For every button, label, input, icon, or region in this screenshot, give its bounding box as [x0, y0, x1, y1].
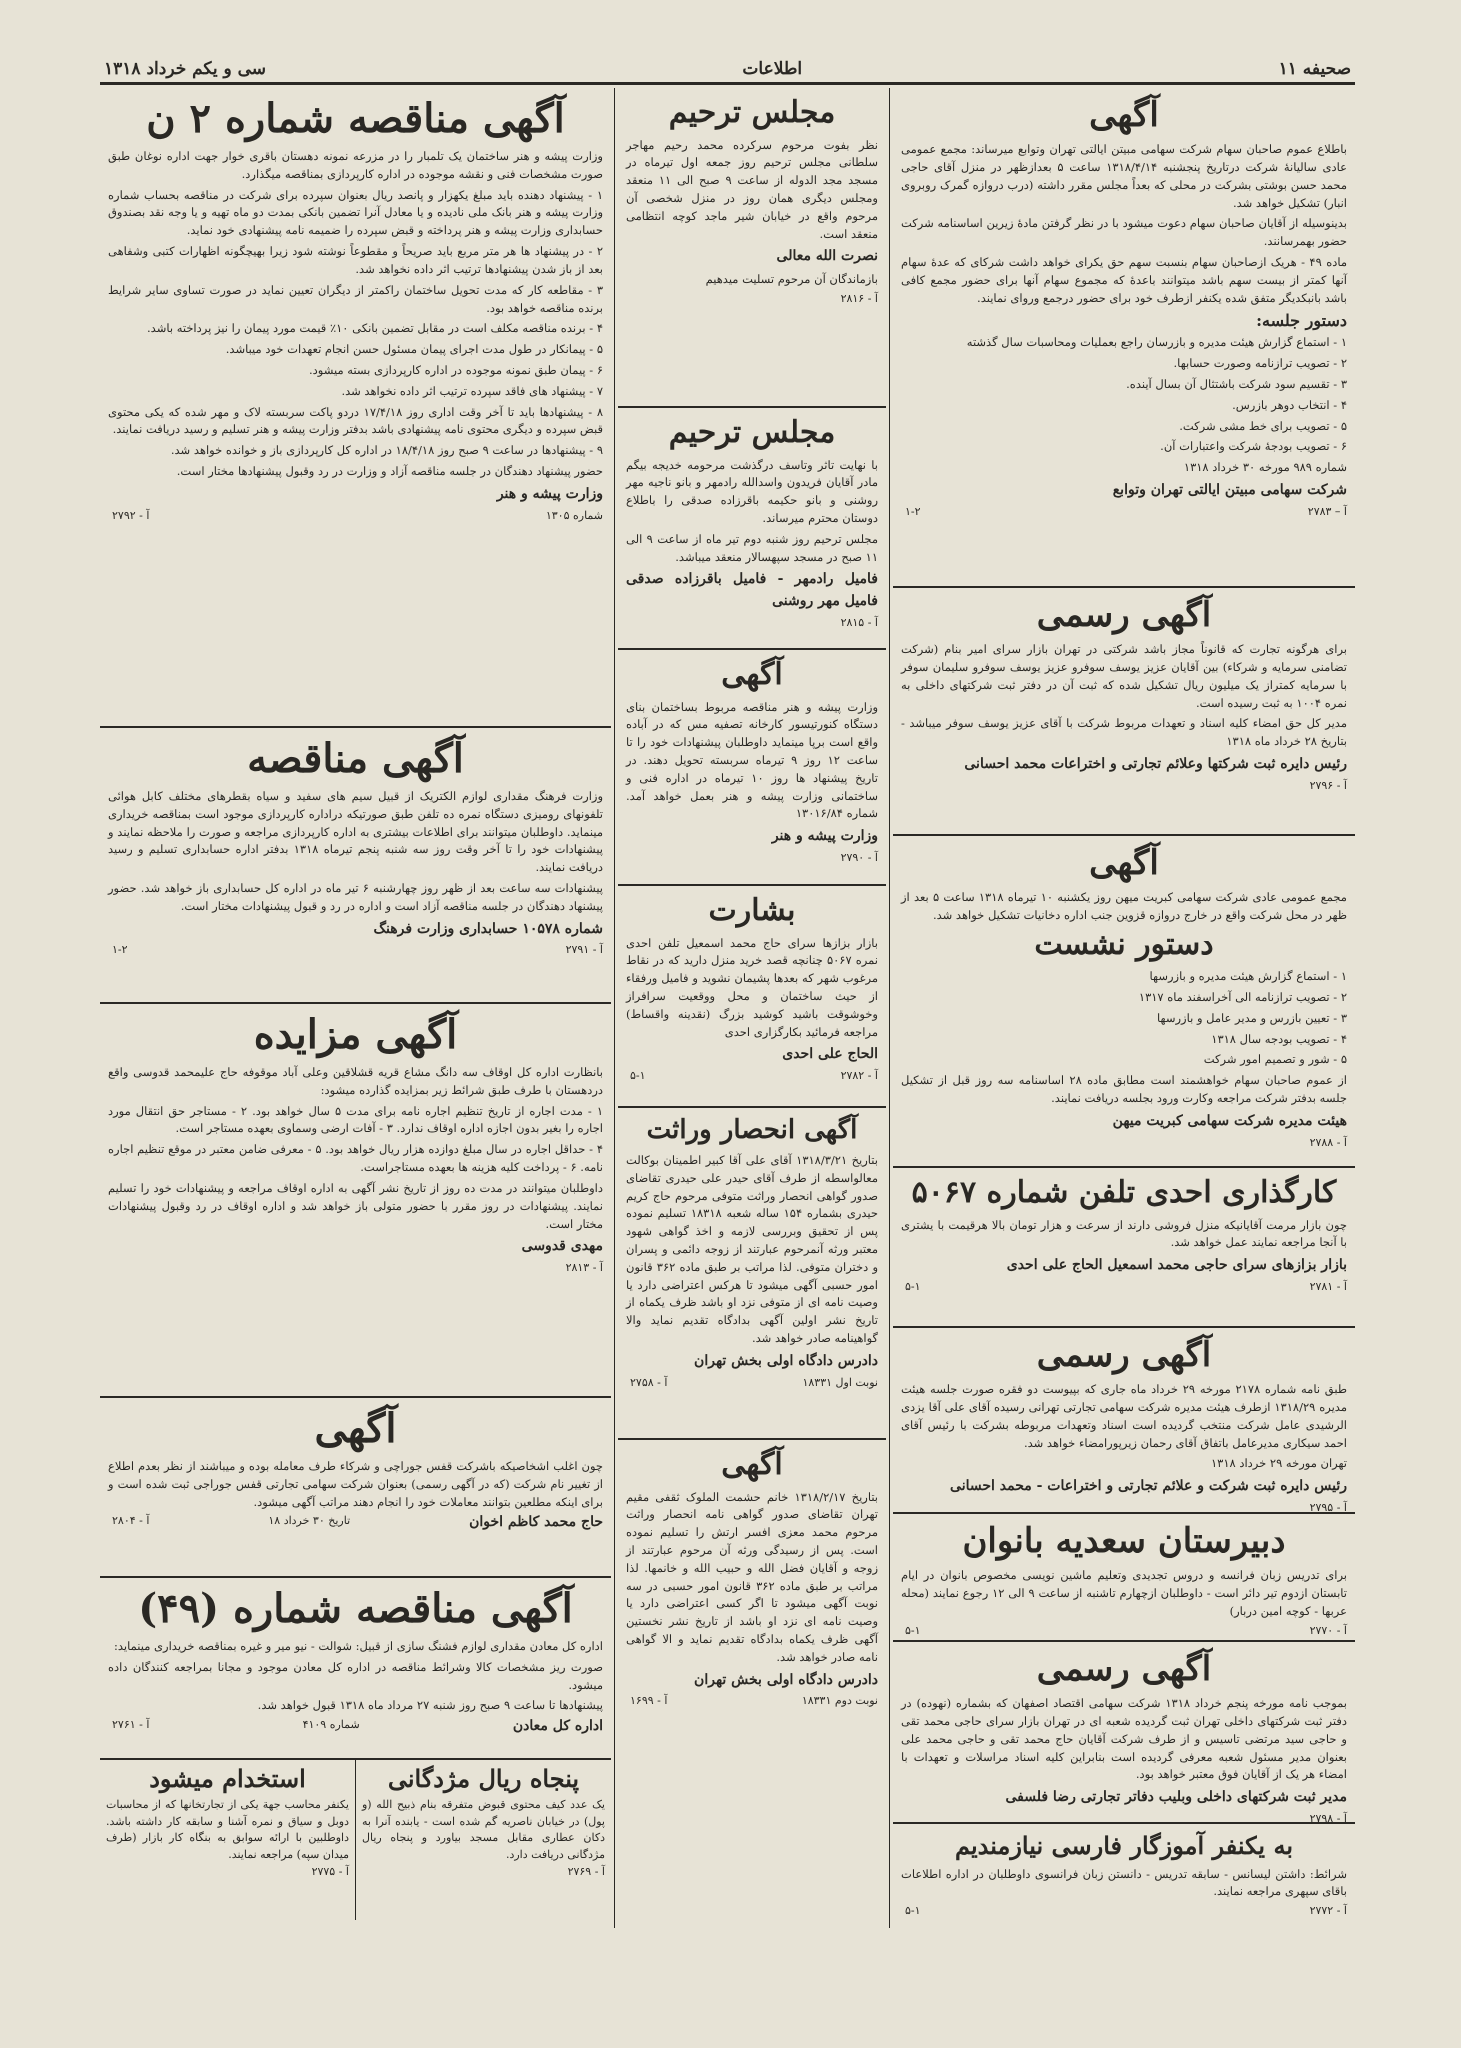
ad-title: آگهی رسمی	[1036, 1335, 1212, 1375]
ad-ref-number: آ - ۲۷۹۱	[565, 943, 603, 957]
ad-signature: فامیل رادمهر - فامیل باقرزاده صدقی فامیل مهر روشنی	[626, 571, 878, 610]
ad-reference	[626, 1694, 878, 1707]
ad-signature: مهدی قدوسی	[521, 1238, 603, 1255]
ad-title: دبیرستان سعدیه بانوان	[962, 1521, 1286, 1561]
ad-reference	[108, 1261, 603, 1274]
ad-title: آگهی رسمی	[1036, 595, 1212, 635]
ad-ref-number: آ - ۲۸۱۶	[840, 291, 878, 305]
newspaper-name: اطلاعات	[742, 59, 803, 79]
ad-hiring	[100, 1760, 356, 1920]
ad-girls-school	[893, 1514, 1355, 1642]
ad-paragraph: مدیر کل حق امضاء کلیه اسناد و تعهدات مربوط شرکت با آقای عزیز یوسف سوفر میباشد - بتاریخ ۲۸ خرداد ماه ۱۳۱۸	[901, 716, 1347, 749]
ad-ref-count: ۱-۲	[905, 504, 921, 518]
ad-ref-number: آ - ۲۷۷۵	[311, 1865, 349, 1878]
right-column	[893, 88, 1355, 1920]
ad-reference	[901, 779, 1347, 792]
ad-memorial-1	[618, 88, 886, 408]
ad-match-company-meeting	[893, 836, 1355, 1168]
ad-official-notice-3	[893, 1642, 1355, 1824]
ad-paragraph: صورت ریز مشخصات کالا وشرائط مناقصه در اداره کل معادن موجود و مجانا بمراجعه کنندگان داده میشود.	[108, 1659, 603, 1692]
ad-ref-count: ۵-۱	[630, 1069, 646, 1083]
ad-reference	[108, 1514, 603, 1530]
ad-paragraph: برای تدریس زبان فرانسه و دروس تجدیدی وتعلیم ماشین نویسی مخصوص بانوان در ایام تابستان ازدوم تیر دائر است - داوطلبان ازچهارم تاشنبه از ساعت ۹ الی ۱۲ رجوع نمایند (محله عربها - کوچه امین دربار)	[901, 1568, 1347, 1618]
ad-ref-number: آ – ۲۷۸۳	[1307, 504, 1347, 518]
ad-signature: دادرس دادگاه اولی بخش تهران	[694, 1352, 878, 1369]
ad-signature: الحاج علی احدی	[782, 1046, 878, 1063]
ad-signature: نصرت الله معالی	[776, 248, 878, 265]
ad-paragraph: طبق نامه شماره ۲۱۷۸ مورخه ۲۹ خرداد ماه جاری که بپیوست دو فقره صورت جلسه هیئت مدیره ۱۳۱۸/۲۹ ازطرف هیئت مدیره شرکت سهامی تجارتی تهرانی رسیده آقای علی آقا یزدی الرشیدی عامل شرکت منتخب گردیده است اسناد وتعهدات مربوطه بشرکت با رئیس آقای احمد سیکاری مدیرعامل باتفاق آقای رحمان زیرپورامضاء خواهد شد.	[901, 1382, 1347, 1450]
ad-tender-49	[100, 1578, 611, 1760]
ad-title: مجلس ترحیم	[668, 415, 836, 450]
ad-signature: دادرس دادگاه اولی بخش تهران	[694, 1671, 878, 1688]
ad-paragraph: برای هرگونه تجارت که قانوناً مجاز باشد شرکتی در تهران بازار سرای امیر بنام (شرکت تضامنی سرمایه و شرکاء) بین آقایان عزیز یوسف سوفرو عزیز یوسف سوفرو سلیمان سوفر با سرمایه کمتراز یک میلیون ریال تشکیل شده که ثبت آن در دفتر ثبت شرکتهای داخلی به نمره ۱۰۰۴ به ثبت رسیده است.	[901, 642, 1347, 710]
ad-title: بشارت	[708, 893, 796, 928]
ad-ref-number: شماره ۴۱۰۹	[302, 1718, 360, 1732]
ad-company-notice	[100, 1398, 611, 1578]
ad-paragraph: بدینوسیله از آقایان صاحبان سهام دعوت میشود با در نظر گرفتن مادهٔ زیرین اساسنامه شرکت حضور بهمرسانند.	[901, 216, 1347, 249]
ad-paragraph: وزارت فرهنگ مقداری لوازم الکتریک از قبیل سیم های سفید و سیاه بقطرهای مختلف کابل هوائی تلفونهای رومیزی دستگاه نمره ده تلفن طبق صورتیکه دراداره کارپردازی موجود است بمناقصه خریداری مینماید. داوطلبان میتوانند برای اطلاعات بیشتری به اداره کارپردازی مراجعه و صورت را ملاحظه نمایند و پیشنهادات خود را تا آخر وقت روز سه شنبه پنجم تیرماه ۱۳۱۸ بدفتر اداره حسابداری تسلیم و رسید دریافت نمایند.	[108, 789, 603, 875]
ad-inheritance	[618, 1108, 886, 1440]
ad-inheritance-2	[618, 1440, 886, 1910]
agenda-item: ۲ - تصویب ترازنامه الی آخراسفند ماه ۱۳۱۷	[1138, 990, 1347, 1005]
ad-title: آگهی مناقصه	[247, 735, 464, 782]
ad-paragraph: ۳ - مقاطعه کار که مدت تحویل ساختمان راکمتر از دیگران تعیین نماید در صورت تساوی سایر شرایط برنده مناقصه خواهد بود.	[108, 282, 603, 315]
ad-paragraph: یک عدد کیف محتوی قبوض متفرقه بنام ذبیح الله (و پول) در خیابان ناصریه گم شده است - یابنده آنرا به دکان عطاری مقابل مسجد بیاورد و پنجاه ریال مژدگانی دریافت دارد.	[362, 1798, 605, 1861]
ad-title: آگهی مناقصه شماره ۲ ن	[146, 95, 565, 142]
ad-shareholders-meeting	[893, 88, 1355, 588]
ad-tender-culture	[100, 728, 611, 1004]
agenda-list	[901, 334, 1347, 456]
column-divider	[614, 88, 615, 1928]
ad-ref-number: آ - ۲۷۶۹	[567, 1865, 605, 1878]
ad-official-notice-1	[893, 588, 1355, 836]
agenda-list	[901, 968, 1347, 1069]
ad-paragraph: یکنفر محاسب جهة یکی از تجارتخانها که از محاسبات دوبل و سیاق و نمره آشنا و سابقه کار داشته باشد. داوطلبین با ارائه سوابق به بنگاه کار بازار (طرف میدان سپه) مراجعه نمایند.	[106, 1798, 349, 1861]
ad-date: تهران مورخه ۲۹ خرداد ۱۳۱۸	[1210, 1456, 1347, 1471]
ad-ref-number: آ - ۲۷۹۶	[1309, 778, 1347, 792]
agenda-heading: دستور جلسه:	[1256, 311, 1347, 331]
ad-paragraph: بازار بزازها سرای حاج محمد اسمعیل تلفن احدی نمره ۵۰۶۷ چنانچه قصد خرید منزل دارید که در نقاط مرغوب شهر که بعدها پشیمان نشوید و فامیل ورفقاء از حیث ساختمان و محل ووقعیت سرافراز وخوشوقت باشید کوشید بزرگ (نقدینه واقساط) مراجعه فرمائید بکارگزاری احدی	[626, 935, 878, 1039]
ad-title: آگهی	[1089, 843, 1159, 883]
ad-signature: رئیس دایره ثبت شرکت و علائم تجارتی و اختراعات - محمد احسانی	[950, 1478, 1347, 1495]
ad-title: آگهی مناقصه شماره (۴۹)	[138, 1585, 573, 1632]
ad-industry-ministry	[618, 650, 886, 886]
ad-title: استخدام میشود	[149, 1764, 306, 1793]
ad-ref-number: نوبت دوم ۱۸۳۳۱	[801, 1694, 878, 1708]
ad-signature: حاج محمد کاظم اخوان	[469, 1514, 603, 1531]
ad-signature: رئیس دایره ثبت شرکتها وعلائم تجارتی و اختراعات محمد احسانی	[964, 755, 1347, 772]
left-column	[100, 88, 611, 1920]
ad-paragraph: داوطلبان میتوانند در مدت ده روز از تاریخ نشر آگهی به اداره اوقاف مراجعه و پیشنهادات خود را تسلیم نمایند. پیشنهادات در روز مقرر با حضور متولی باز خواهد شد و اداره اوقاف در رد وقبول پیشنهادات مختار است.	[108, 1180, 603, 1231]
ad-ref-number: آ - ۲۸۱۵	[840, 615, 878, 629]
ad-auction	[100, 1004, 611, 1398]
ad-paragraph: باطلاع عموم صاحبان سهام شرکت سهامی مبیتن ایالتی تهران وتوابع میرساند: مجمع عمومی عادی سالیانهٔ شرکت درتاریخ پنجشنبه ۱۳۱۸/۴/۱۴ ساعت ۵ بعدازظهر در منزل آقای حاجی محمد حسن بوشتی بشرکت در محلی که بعداً مجلس مقرر داشته (درب دروازه گمرک روبروی انبار) تشکیل خواهد شد.	[901, 142, 1347, 210]
ad-reference	[901, 1280, 1347, 1293]
column-divider	[889, 88, 890, 1928]
ad-ref-number: نوبت اول ۱۸۳۳۱	[802, 1375, 878, 1389]
ad-paragraph: چون بازار مرمت آقایانیکه منزل فروشی دارند از سرعت و هزار تومان بالا هرقیمت با یشتری با آنجا مراجعه نمایند عمل خواهد شد.	[901, 1217, 1347, 1250]
ad-reference	[626, 1376, 878, 1389]
ad-reference	[901, 1812, 1347, 1824]
ad-paragraph: اداره کل معادن مقداری لوازم فشنگ سازی از قبیل: شوالت - نیو میر و غیره بمناقصه خریداری مینماید:	[114, 1639, 603, 1653]
ad-paragraph: ۴ - حداقل اجاره در سال مبلغ دوازده هزار ریال خواهد بود. ۵ - معرفی ضامن معتبر در موقع تنظیم اجاره نامه. ۶ - پرداخت کلیه هزینه ها بعهده مستاجراست.	[108, 1142, 603, 1175]
agenda-item: ۱ - استماع گزارش هیئت مدیره و بازرسها	[1149, 969, 1347, 984]
ad-reference	[108, 943, 603, 956]
ad-title: آگهی انحصار وراثت	[646, 1115, 858, 1145]
ad-paragraph: پیشنهادات سه ساعت بعد از ظهر روز چهارشنبه ۶ تیر ماه در اداره کل حسابداری باز خواهد شد. حضور پیشنهاد دهندگان در جلسه مناقصه آزاد است و اداره در رد و قبول پیشنهادات مختار است.	[108, 881, 604, 913]
ad-paragraph: ۶ - پیمان طبق نمونه موجوده در اداره کارپردازی بسته میشود.	[309, 362, 603, 377]
ad-paragraph: ۴ - برنده مناقصه مکلف است در مقابل تضمین بانکی ۱۰٪ قیمت مورد پیمان را نیز پرداخته باشد.	[147, 321, 603, 336]
ad-signature: هیئت مدیره شرکت سهامی کبریت میهن	[1112, 1112, 1347, 1129]
ad-paragraph: وزارت پیشه و هنر مناقصه مربوط بساختمان بنای دستگاه کنورتیسور کارخانه تصفیه مس که در آباده واقع است برپا مینماید داوطلبان پیشنهادات خود را تا ساعت ۱۲ روز ۹ تیرماه سربسته تحویل دهند. در تاریخ پیشنهاد ها روز ۱۰ تیرماه در اداره فنی و ساختمانی وزارت پیشه و هنر بعمل خواهد آمد. شماره ۱۳۰۱۶/۸۴	[626, 699, 879, 821]
ad-title: کارگذاری احدی تلفن شماره ۵۰۶۷	[911, 1175, 1337, 1210]
ad-paragraph: نظر بفوت مرحوم سرکرده محمد رحیم مهاجر سلطانی مجلس ترحیم روز جمعه اول تیرماه در مسجد مجد الدوله از ساعت ۹ صبح الی ۱۱ منعقد ومجلس دیگری همان روز در منزل شخصی آن مرحوم واقع در خیابان شیر ماجد کوچه انتظامی منعقد است.	[626, 137, 878, 241]
agenda-item: ۳ - تقسیم سود شرکت باشتثال آن بسال آینده.	[1126, 377, 1347, 392]
ad-ref-number: آ - ۲۷۹۵	[1309, 1500, 1347, 1514]
ad-good-news	[618, 886, 886, 1108]
ad-reference	[901, 1136, 1347, 1149]
ad-reference	[901, 505, 1347, 518]
ad-title: آگهی	[721, 1447, 783, 1482]
ad-paragraph: ۵ - پیمانکار در طول مدت اجرای پیمان مسئول حسن انجام تعهدات خود میباشد.	[225, 342, 603, 357]
ad-reference	[626, 1069, 878, 1082]
ad-ref-number: آ - ۲۷۷۲	[1309, 1904, 1347, 1918]
ad-paragraph: چون اغلب اشخاصیکه باشرکت قفس جوراچی و شرکاء طرف معامله بوده و میباشند از نظر بعدم اطلاع از تغییر نام شرکت (که در آگهی رسمی) بعنوان شرکت سهامی تجارتی قفس جوراجی ثبت شده است و برای اینکه مطلعین بتوانند معاملات خود را انجام دهند مراتب آگهی میشود.	[108, 1459, 603, 1509]
agenda-item: ۴ - تصویب بودجه سال ۱۳۱۸	[1211, 1031, 1347, 1046]
ad-ref-number: آ - ۲۷۸۱	[1309, 1279, 1347, 1293]
agenda-item: ۶ - تصویب بودجهٔ شرکت واعتبارات آن.	[1160, 439, 1347, 454]
agenda-item: ۵ - تصویب برای خط مشی شرکت.	[1179, 418, 1347, 433]
ad-paragraph: ۱ - پیشنهاد دهنده باید مبلغ یکهزار و پانصد ریال بعنوان سپرده برای شرکت در مناقصه بحساب شماره وزارت پیشه و هنر بانک ملی نادیده و یا معادل آنرا تضمین بانکی بمدت دو ماه تهیه و یا وجه نقد بصندوق حسابداری وزارت پیشه و هنر پرداخته و قبض سپرده را ضمیمه نامه پیشنهادی خود نماید.	[108, 187, 603, 238]
ad-reference	[626, 616, 878, 629]
ad-signature: مدیر ثبت شرکتهای داخلی وبلیب دفاتر تجارتی رضا فلسفی	[1005, 1789, 1347, 1806]
ad-ref-number: آ - ۲۸۱۳	[565, 1261, 603, 1274]
ad-paragraph: بتاریخ ۱۳۱۸/۲/۱۷ خانم حشمت الملوک ثقفی مقیم تهران تقاضای صدور گواهی نامه انحصار وراثت مرحوم محمد معزی افسر ارتش را تسلیم نموده است. پس از رسیدگی ورثه آن مرحوم عبارتند از زوجه و آقایان فضل الله و حبیب الله و خانمها. لذا مراتب بر طبق ماده ۳۶۲ قانون امور حسبی در سه نوبت آگهی میشود تا اگر کسی اعتراضی دارد یا وصیت نامه ای نزد او باشد از تاریخ نشر نخستین آگهی ظرف یکماه بدادگاه تقدیم نماید و الا گواهی نامه صادر خواهد شد.	[626, 1489, 878, 1664]
ad-reference	[626, 851, 878, 864]
ad-title: آگهی	[314, 1405, 397, 1452]
ad-ref-number: آ - ۲۷۷۰	[1309, 1623, 1347, 1637]
ad-reference	[108, 509, 603, 522]
page-header	[100, 52, 1355, 85]
ad-ref-count: ۵-۱	[905, 1623, 921, 1637]
ad-ref-number: شماره ۱۳۰۵	[545, 508, 603, 522]
ad-paragraph: مجلس ترحیم روز شنبه دوم تیر ماه از ساعت ۹ الی ۱۱ صبح در مسجد سپهسالار منعقد میباشد.	[626, 531, 878, 564]
issue-date: سی و یکم خرداد ۱۳۱۸	[104, 59, 267, 79]
ad-memorial-2	[618, 408, 886, 650]
ad-ref-number: آ - ۲۷۹۰	[840, 850, 878, 864]
ad-ref-count: ۵-۱	[905, 1904, 921, 1918]
ad-paragraph: ماده ۴۹ - هریک ازصاحبان سهام بنسبت سهم حق یکرای خواهد داشت شرکای که عدهٔ سهام آنها کمتر از بیست سهم باشد میتوانند باعدهٔ که مجموع سهام آنها برای حضور مجمع کافی باشد بانبکدیگر متفق شده یکنفر ازطرف خود برای حضور درجمع وروای نمایند.	[901, 254, 1348, 305]
ad-signature: وزارت پیشه و هنر	[496, 485, 603, 502]
ad-title: به یکنفر آموزگار فارسی نیازمندیم	[954, 1831, 1294, 1860]
ad-ref-number: آ - ۲۷۸۲	[840, 1069, 878, 1083]
ad-paragraph: ۹ - پیشنهادها در ساعت ۹ صبح روز ۱۸/۴/۱۸ در اداره کل کارپردازی باز و خوانده خواهد شد.	[170, 443, 603, 458]
ad-ref-count: آ - ۲۷۹۲	[112, 508, 150, 522]
ad-paragraph: شرائط: داشتن لیسانس - سابقه تدریس - دانستن زبان فرانسوی داوطلبان در اداره اطلاعات باقای سپهری مراجعه نمایند.	[901, 1866, 1347, 1899]
ad-signature: شماره ۱۰۵۷۸ حسابداری وزارت فرهنگ	[373, 920, 603, 937]
ad-paragraph: ۱ - مدت اجاره از تاریخ تنظیم اجاره نامه برای مدت ۵ سال خواهد بود. ۲ - مستاجر حق انتقال مورد اجاره را بغیر بدون اجازه اداره اوقاف ندارد. ۳ - آفات ارضی وسماوی بعهده مستاجر است.	[108, 1103, 603, 1136]
ad-official-notice-2	[893, 1328, 1355, 1514]
ad-reward	[356, 1760, 611, 1920]
ad-paragraph: ۷ - پیشنهاد های فاقد سپرده ترتیب اثر داده نخواهد شد.	[341, 383, 603, 398]
ad-signature: بازار بزازهای سرای حاجی محمد اسمعیل الحاج علی احدی	[1006, 1257, 1347, 1274]
ad-ref-number: آ - ۲۸۰۴	[112, 1514, 150, 1528]
ad-paragraph: بازماندگان آن مرحوم تسلیت میدهیم	[705, 272, 878, 287]
ad-title: آگهی	[1089, 95, 1159, 135]
ad-ref-count: آ - ۲۷۶۱	[112, 1718, 150, 1732]
ad-paragraph: مجمع عمومی عادی شرکت سهامی کبریت میهن روز یکشنبه ۱۰ تیرماه ۱۳۱۸ ساعت ۵ بعد از ظهر در محل شرکت واقع در خارج دروازه قزوین جنب اداره دخانیات تشکیل خواهد شد.	[901, 890, 1347, 922]
agenda-item: ۱ - استماع گزارش هیئت مدیره و بازرسان راجع بعملیات ومحاسبات سال گذشته	[966, 335, 1347, 350]
ad-paragraph: از عموم صاحبان سهام خواهشمند است مطابق ماده ۲۸ اساسنامه سه روز قبل از تشکیل جلسه بدفتر شرکت مراجعه وکارت ورود بجلسه دریافت نمایند.	[901, 1073, 1347, 1106]
ad-reference	[626, 292, 878, 305]
ad-ref-count: ۵-۱	[905, 1279, 921, 1293]
ad-ref-number: آ - ۲۷۹۸	[1309, 1811, 1347, 1824]
middle-column	[618, 88, 886, 1910]
ad-reference	[901, 1624, 1347, 1637]
ad-paragraph: وزارت پیشه و هنر ساختمان یک تلمبار را در مزرعه نمونه دهستان باقری خوار جهت اداره نوغان طبق صورت مشخصات فنی و نقشه موجوده در اداره کارپردازی بمناقصه میگذارد.	[108, 149, 603, 181]
ad-reference	[108, 1718, 603, 1734]
ad-ref-count: آ - ۲۷۵۸	[630, 1375, 668, 1389]
ad-title: مجلس ترحیم	[668, 95, 836, 130]
agenda-item: ۲ - تصویب ترازنامه وصورت حسابها.	[1173, 356, 1347, 371]
ad-paragraph: حضور پیشنهاد دهندگان در جلسه مناقصه آزاد و وزارت در رد وقبول پیشنهادها مختار است.	[176, 464, 603, 478]
ad-date: شماره ۹۸۹ مورخه ۳۰ خرداد ۱۳۱۸	[1183, 460, 1347, 475]
ad-paragraph: با نهایت تاثر وتاسف درگذشت مرحومه خدیجه بیگم مادر آقایان فریدون واسدالله رادمهر و بانو ناجیه مهر روشنی و بانو حکیمه باقرزاده صدقی را باطلاع دوستان محترم میرساند.	[626, 457, 878, 525]
ad-signature: شرکت سهامی مبیتن ایالتی تهران وتوابع	[1112, 482, 1347, 499]
ad-ref-count: ۱-۲	[112, 943, 128, 957]
ad-paragraph: پیشنهادها تا ساعت ۹ صبح روز شنبه ۲۷ مرداد ماه ۱۳۱۸ قبول خواهد شد.	[257, 1698, 603, 1713]
page-number: صحیفه ۱۱	[1278, 59, 1351, 79]
ad-ref-number: آ - ۲۷۸۸	[1309, 1135, 1347, 1149]
ad-signature: اداره کل معادن	[512, 1718, 603, 1735]
ad-reference	[901, 1501, 1347, 1514]
bottom-small-ads	[100, 1760, 611, 1920]
agenda-item: ۳ - تعیین بازرس و مدیر عامل و بازرسها	[1157, 1010, 1347, 1025]
ad-paragraph: بتاریخ ۱۳۱۸/۳/۲۱ آقای علی آقا کبیر اطمینان بوکالت معالواسطه از طرف آقای حیدر علی حیدری تقاضای صدور گواهی انحصار وراثت متوفی مرحوم حاج کریم حیدری بشماره ۱۵۴ ساله شعبه ۱۸۳۱۸ تسلیم نموده پس از تحقیق وبررسی لازمه و اخذ گواهی شهود معتبر ورثه آنمرحوم عبارتند از زوجه دائمی و پسران و دختران متوفی. لذا مراتب بر طبق ماده ۳۶۲ قانون امور حسبی آگهی میشود تا هرکس اعتراضی دارد یا وصیت نامه ای از متوفی نزد او باشد ظرف یکماه از تاریخ نشر اولین آگهی بدادگاه تقدیم نماید والا گواهینامه صادر خواهد شد.	[626, 1152, 878, 1346]
agenda-item: ۴ - انتخاب دوهر بازرس.	[1232, 397, 1347, 412]
agenda-heading: دستور نشست	[1034, 926, 1214, 962]
ad-teacher-wanted	[893, 1824, 1355, 1920]
ad-reference	[901, 1904, 1347, 1917]
ad-ref-count: آ - ۱۶۹۹	[630, 1694, 668, 1708]
ad-tender-2n	[100, 88, 611, 728]
agenda-item: ۵ - شور و تصمیم امور شرکت	[1203, 1052, 1347, 1067]
ad-title: آگهی مزایده	[253, 1011, 458, 1058]
ad-paragraph: بانظارت اداره کل اوقاف سه دانگ مشاع قریه قشلاقین وعلی آباد موقوفه حاج علیمحمد قدوسی واقع دردهستان با طرف طبق شرائط زیر بمزایده گذارده میشود:	[108, 1065, 603, 1097]
ad-title: پنجاه ریال مژدگانی	[387, 1764, 580, 1793]
ad-signature: وزارت پیشه و هنر	[771, 828, 878, 845]
ad-paragraph: ۸ - پیشنهادها باید تا آخر وقت اداری روز ۱۷/۴/۱۸ دردو پاکت سربسته لاک و مهر شده که یکی محتوی قبض سپرده و دیگری محتوی نامه پیشنهادی باشد بدفتر وزارت پیشه و هنر تسلیم و رسید دریافت نمایند.	[108, 404, 603, 437]
ad-date: تاریخ ۳۰ خرداد ۱۸	[268, 1514, 351, 1528]
ad-title: آگهی رسمی	[1036, 1649, 1212, 1689]
ad-paragraph: ۲ - در پیشنهاد ها هر متر مربع باید صریحاً و مقطوعاً نوشته شود زیرا بهیچگونه اظهارات کتبی وشفاهی بعد از باز شدن پیشنهادها ترتیب اثر داده نخواهد شد.	[108, 244, 603, 276]
ad-paragraph: بموجب نامه مورخه پنجم خرداد ۱۳۱۸ شرکت سهامی اقتصاد اصفهان که بشماره (نهوده) در دفتر ثبت شرکتهای داخلی تهران ثبت گردیده شعبه ای در تهران بازار سرای حاجی محمد تقی و حاجی سید مرتضی تاسیس و از طرف شرکت آقایان حاج محمد تقی و حاجی محمد علی بعنوان مدیر مسئول شعبه معرفی گردیده است بنابراین کلیه اسناد مراسلات و تعهدات با امضاء هر یک از آقایان فوق معتبر خواهد بود.	[901, 1696, 1347, 1782]
ad-title: آگهی	[721, 657, 783, 692]
ad-brokerage	[893, 1168, 1355, 1328]
